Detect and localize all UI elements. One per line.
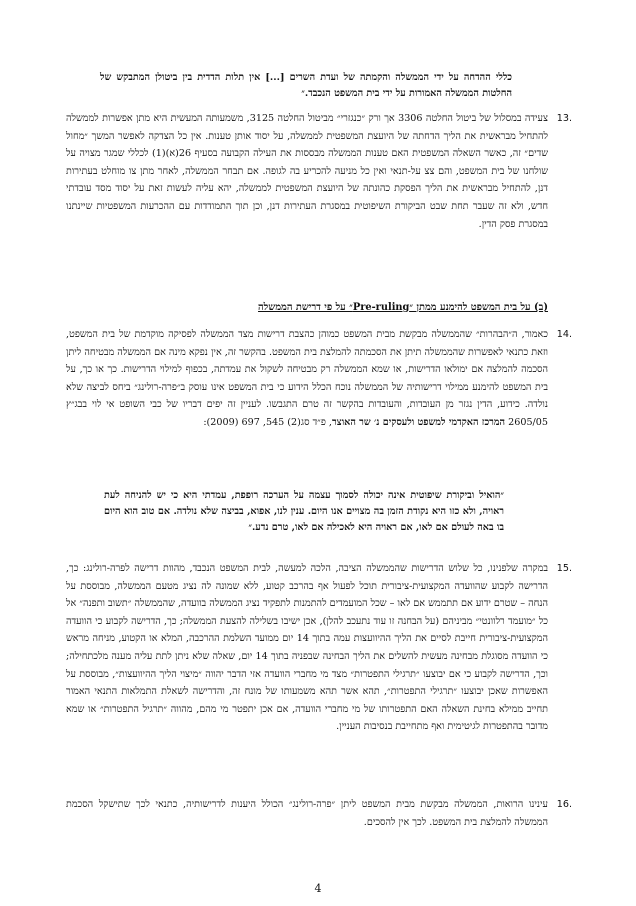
paragraph-15 [66, 560, 572, 736]
paragraph-number: 15. [556, 563, 572, 574]
citation: , פ״ד סג(2) 545, 697 (2009): [203, 416, 332, 428]
block-quote-top: כללי ההדחה על ידי הממשלה והקמתה של ועדת השרים [...] אין תלות הדדית בין ביטולן המתבקש של החלטות הממשלה האמורות על ידי בית המשפט הנכבד.״ [100, 72, 512, 99]
page-number: 4 [314, 882, 322, 895]
paragraph-number: 14. [556, 329, 572, 340]
section-heading: (ב) על בית המשפט להימנע ממתן ״Pre-ruling״ על פי דרישת הממשלה [258, 302, 548, 313]
case-name: המרכז האקדמי למשפט ולעסקים נ׳ שר האוצר [331, 416, 506, 428]
paragraph-text: במקרה שלפנינו, כל שלוש הדרישות שהממשלה הציבה, הלכה למעשה, לבית המשפט הנכבד, מהוות דרישה לפרה-רולינג: כך, הדרישה לקבוע שהוועדה המקצועית-ציבורית תוכל לפעול אף בהרכב קטוע, ללא שמונה לה נציג מטעם הממשלה, מבוססת על הנחה – שטרם ידוע אם תתממש אם לאו – שכל המועמדים להתמנות לתפקיד נציג הממשלה בוועדה, שהממשלה ״תשוב ותפנה״ אל כל ״מועמד רלוונטי״ מביניהם (על הבחנה זו עוד נתעכב להלן), אכן ישיבו בשלילה להצעת הממשלה; כך, הדרישה לקבוע כי הוועדה המקצועית-ציבורית חייבת לסיים את הליך ההיוועצות עמה בתוך 14 יום ממועד השלמת ההרכבה, המלא או הקטוע, מניחה מראש כי הוועדה מסוגלת מבחינה מעשית להשלים את הליך הבחינה שבפניה בתוך 14 יום, שאלה שלא ניתן לתת עליה מענה מלכתחילה; וכך, הדרישה לקבוע כי אם יבוצעו ״תרגילי התפטרות״ מצד מי מחברי הוועדה אזי הדבר יהווה ״מיצוי הליך ההיוועצות״, מבוססת על האפשרות שאכן יבוצעו ״תרגילי התפטרות״, תהא אשר תהא משמעותו של מונח זה, והדרישה לשאלת התמלאות התנאי האמור תחייב ממילא בחינת השאלה האם התפטרותו של מי מחברי הוועדה, אם אכן יתפטר מי מהם, מהווה ״תרגיל התפטרות״ או שמא מדובר בהתפטרות לגיטימית ואף מתחייבת בנסיבות העניין. [66, 563, 548, 733]
paragraph-14 [66, 326, 572, 432]
block-quote-inner: ״הואיל וביקורת שיפוטית אינה יכולה לסמוך עצמה על הערכה רופפת, עמדתי היא כי יש להניחה לעת ראויה, ולא כזו היא נקודת הזמן בה מצויים אנו היום. ענין לנו, אפוא, בביצה שלא נולדה. אם טוב הוא היום בו באה לעולם אם לאו, אם ראויה היא לאכילה אם לאו, טרם נדע.״ [104, 490, 504, 534]
paragraph-13 [66, 110, 572, 233]
paragraph-16 [66, 796, 572, 831]
paragraph-number: 13. [556, 113, 572, 124]
paragraph-text: כאמור, ה״הבהרות״ שהממשלה מבקשת מבית המשפט כמוהן כהצבת דרישות מצד הממשלה לפסיקה מוקדמת של בית המשפט, וזאת כתנאי לאפשרות שהממשלה תיתן את הסכמתה להמלצת בית המשפט. בהקשר זה, אין נפקא מינה אם הממשלה מבטיחה ליתן הסכמה להמלצה אם ימולאו הדרישות, או שמא הממשלה רק מבטיחה לשקול את עמדתה, בכפוף למילוי הדרישות. כך או כך, על בית המשפט להימנע ממילוי דרישותיה של הממשלה נוכח הכלל הידוע כי בית המשפט אינו עוסק ב״פרה-רולינג״ ביחס לביצה שלא נולדה. כידוע, הדין נגזר מן העובדות, והעובדות בהקשר זה טרם התגבשו. לעניין זה יפים דבריו של כבי השופט אי לוי בבג״ץ 2605/05 [66, 329, 548, 428]
paragraph-text: צעידה במסלול של ביטול החלטה 3306 אך ורק ״כנגזרי״ מביטול החלטה 3125, משמעותה המעשית היא מתן אפשרות לממשלה להתחיל מבראשית את הליך הדחתה של היועצת המשפטית לממשלה, על יסוד אותן טענות. אין כל הצדקה לאפשר המשך ״מחול שדים״ זה, כאשר השאלה המשפטית האם טענות הממשלה מבססות את העילה הקבועה בסעיף 26(א)(1) לכללי שמגר מצויה על שולחנו של בית המשפט, והם צצ על-תנאי ואין כל מניעה להכריע בה לגופה. אם תבחר הממשלה, לאחר מתן צו מוחלט בעתירות דנן, להתחיל מבראשית את הליך הפסקת כהונתה של היועצת המשפטית לממשלה, יהא עליה לעשות זאת על יסוד מסד עובדתי חדש, ולא זה שעבר תחת שבט הביקורת השיפוטית במסגרת העתירות דנן, וכן תוך התמודדות עם ההכרעות המשפטיות שיינתנו במסגרת פסק הדין. [66, 113, 549, 230]
paragraph-text: עינינו הרואות, הממשלה מבקשת מבית המשפט ליתן ״פרה-רולינג״ הכולל היענות לדרישותיה, כתנאי לכך שתישקל הסכמת הממשלה להמלצת בית המשפט. לכך אין להסכים. [66, 799, 548, 828]
paragraph-number: 16. [556, 799, 572, 810]
